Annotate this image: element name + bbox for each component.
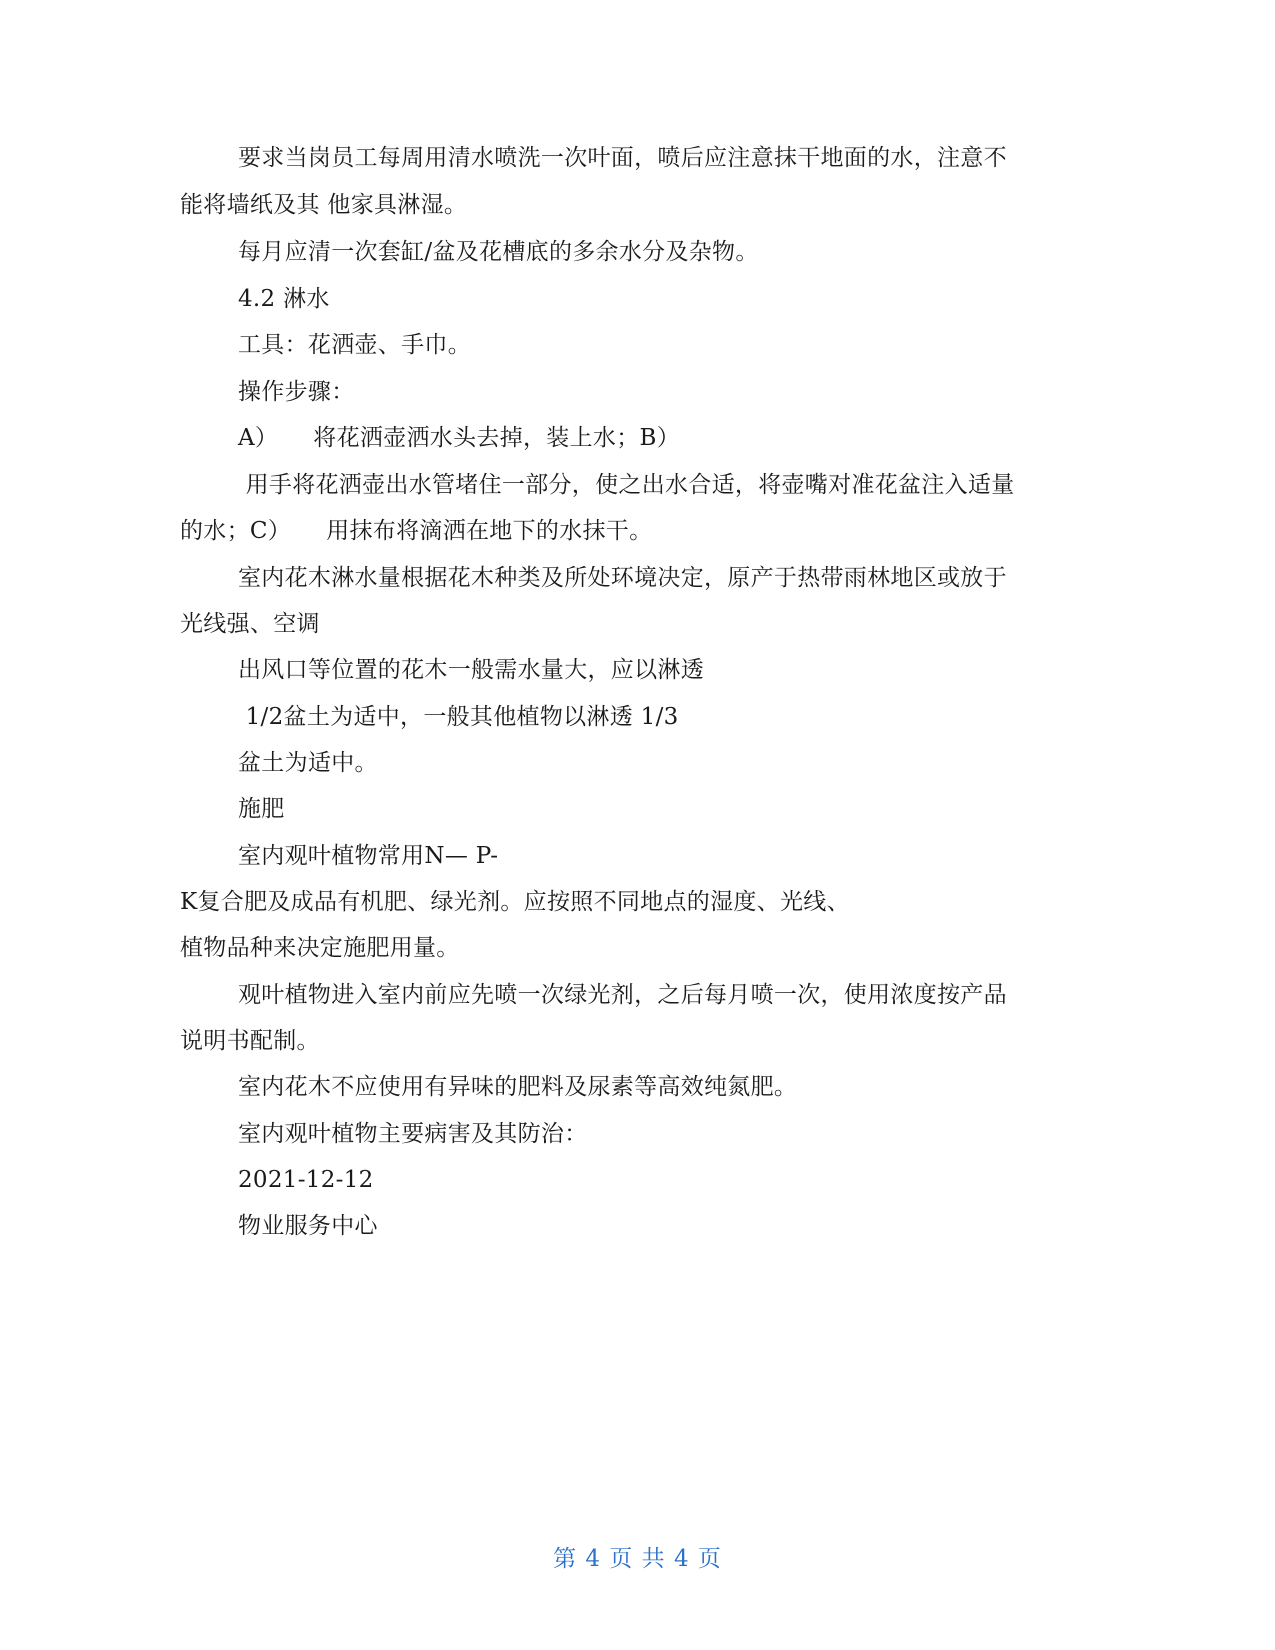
page-number-footer: 第 4 页 共 4 页 bbox=[553, 1546, 722, 1572]
paragraph-line: 室内观叶植物主要病害及其防治： bbox=[238, 1121, 588, 1147]
paragraph-line: 盆土为适中。 bbox=[238, 750, 378, 776]
paragraph-line: 观叶植物进入室内前应先喷一次绿光剂，之后每月喷一次，使用浓度按产品 bbox=[238, 982, 1007, 1008]
paragraph-line: 室内观叶植物常用N— P- bbox=[238, 843, 499, 869]
paragraph-line: 说明书配制。 bbox=[180, 1028, 320, 1054]
paragraph-line: K复合肥及成品有机肥、绿光剂。应按照不同地点的湿度、光线、 bbox=[180, 889, 850, 915]
paragraph-line: A） 将花洒壶洒水头去掉，装上水；B） bbox=[238, 425, 681, 451]
paragraph-line: 植物品种来决定施肥用量。 bbox=[180, 935, 460, 961]
paragraph-line: 室内花木不应使用有异味的肥料及尿素等高效纯氮肥。 bbox=[238, 1074, 798, 1100]
paragraph-line: 工具：花洒壶、手巾。 bbox=[238, 332, 471, 358]
paragraph-line: 的水；C） 用抹布将滴洒在地下的水抹干。 bbox=[180, 518, 653, 544]
paragraph-line: 1/2盆土为适中，一般其他植物以淋透 1/3 bbox=[238, 704, 679, 730]
paragraph-line: 操作步骤： bbox=[238, 379, 355, 405]
paragraph-line: 光线强、空调 bbox=[180, 611, 320, 637]
signature-line: 物业服务中心 bbox=[238, 1213, 378, 1239]
paragraph-line: 出风口等位置的花木一般需水量大，应以淋透 bbox=[238, 657, 704, 683]
section-heading: 4.2 淋水 bbox=[238, 286, 330, 312]
paragraph-line: 用手将花洒壶出水管堵住一部分，使之出水合适，将壶嘴对准花盆注入适量 bbox=[238, 472, 1015, 498]
paragraph-line: 要求当岗员工每周用清水喷洗一次叶面，喷后应注意抹干地面的水，注意不 bbox=[238, 145, 1007, 171]
paragraph-line: 能将墙纸及其 他家具淋湿。 bbox=[180, 192, 468, 218]
section-heading: 施肥 bbox=[238, 796, 285, 822]
paragraph-line: 室内花木淋水量根据花木种类及所处环境决定，原产于热带雨林地区或放于 bbox=[238, 565, 1007, 591]
date-line: 2021-12-12 bbox=[238, 1167, 374, 1193]
paragraph-line: 每月应清一次套缸/盆及花槽底的多余水分及杂物。 bbox=[238, 239, 759, 265]
